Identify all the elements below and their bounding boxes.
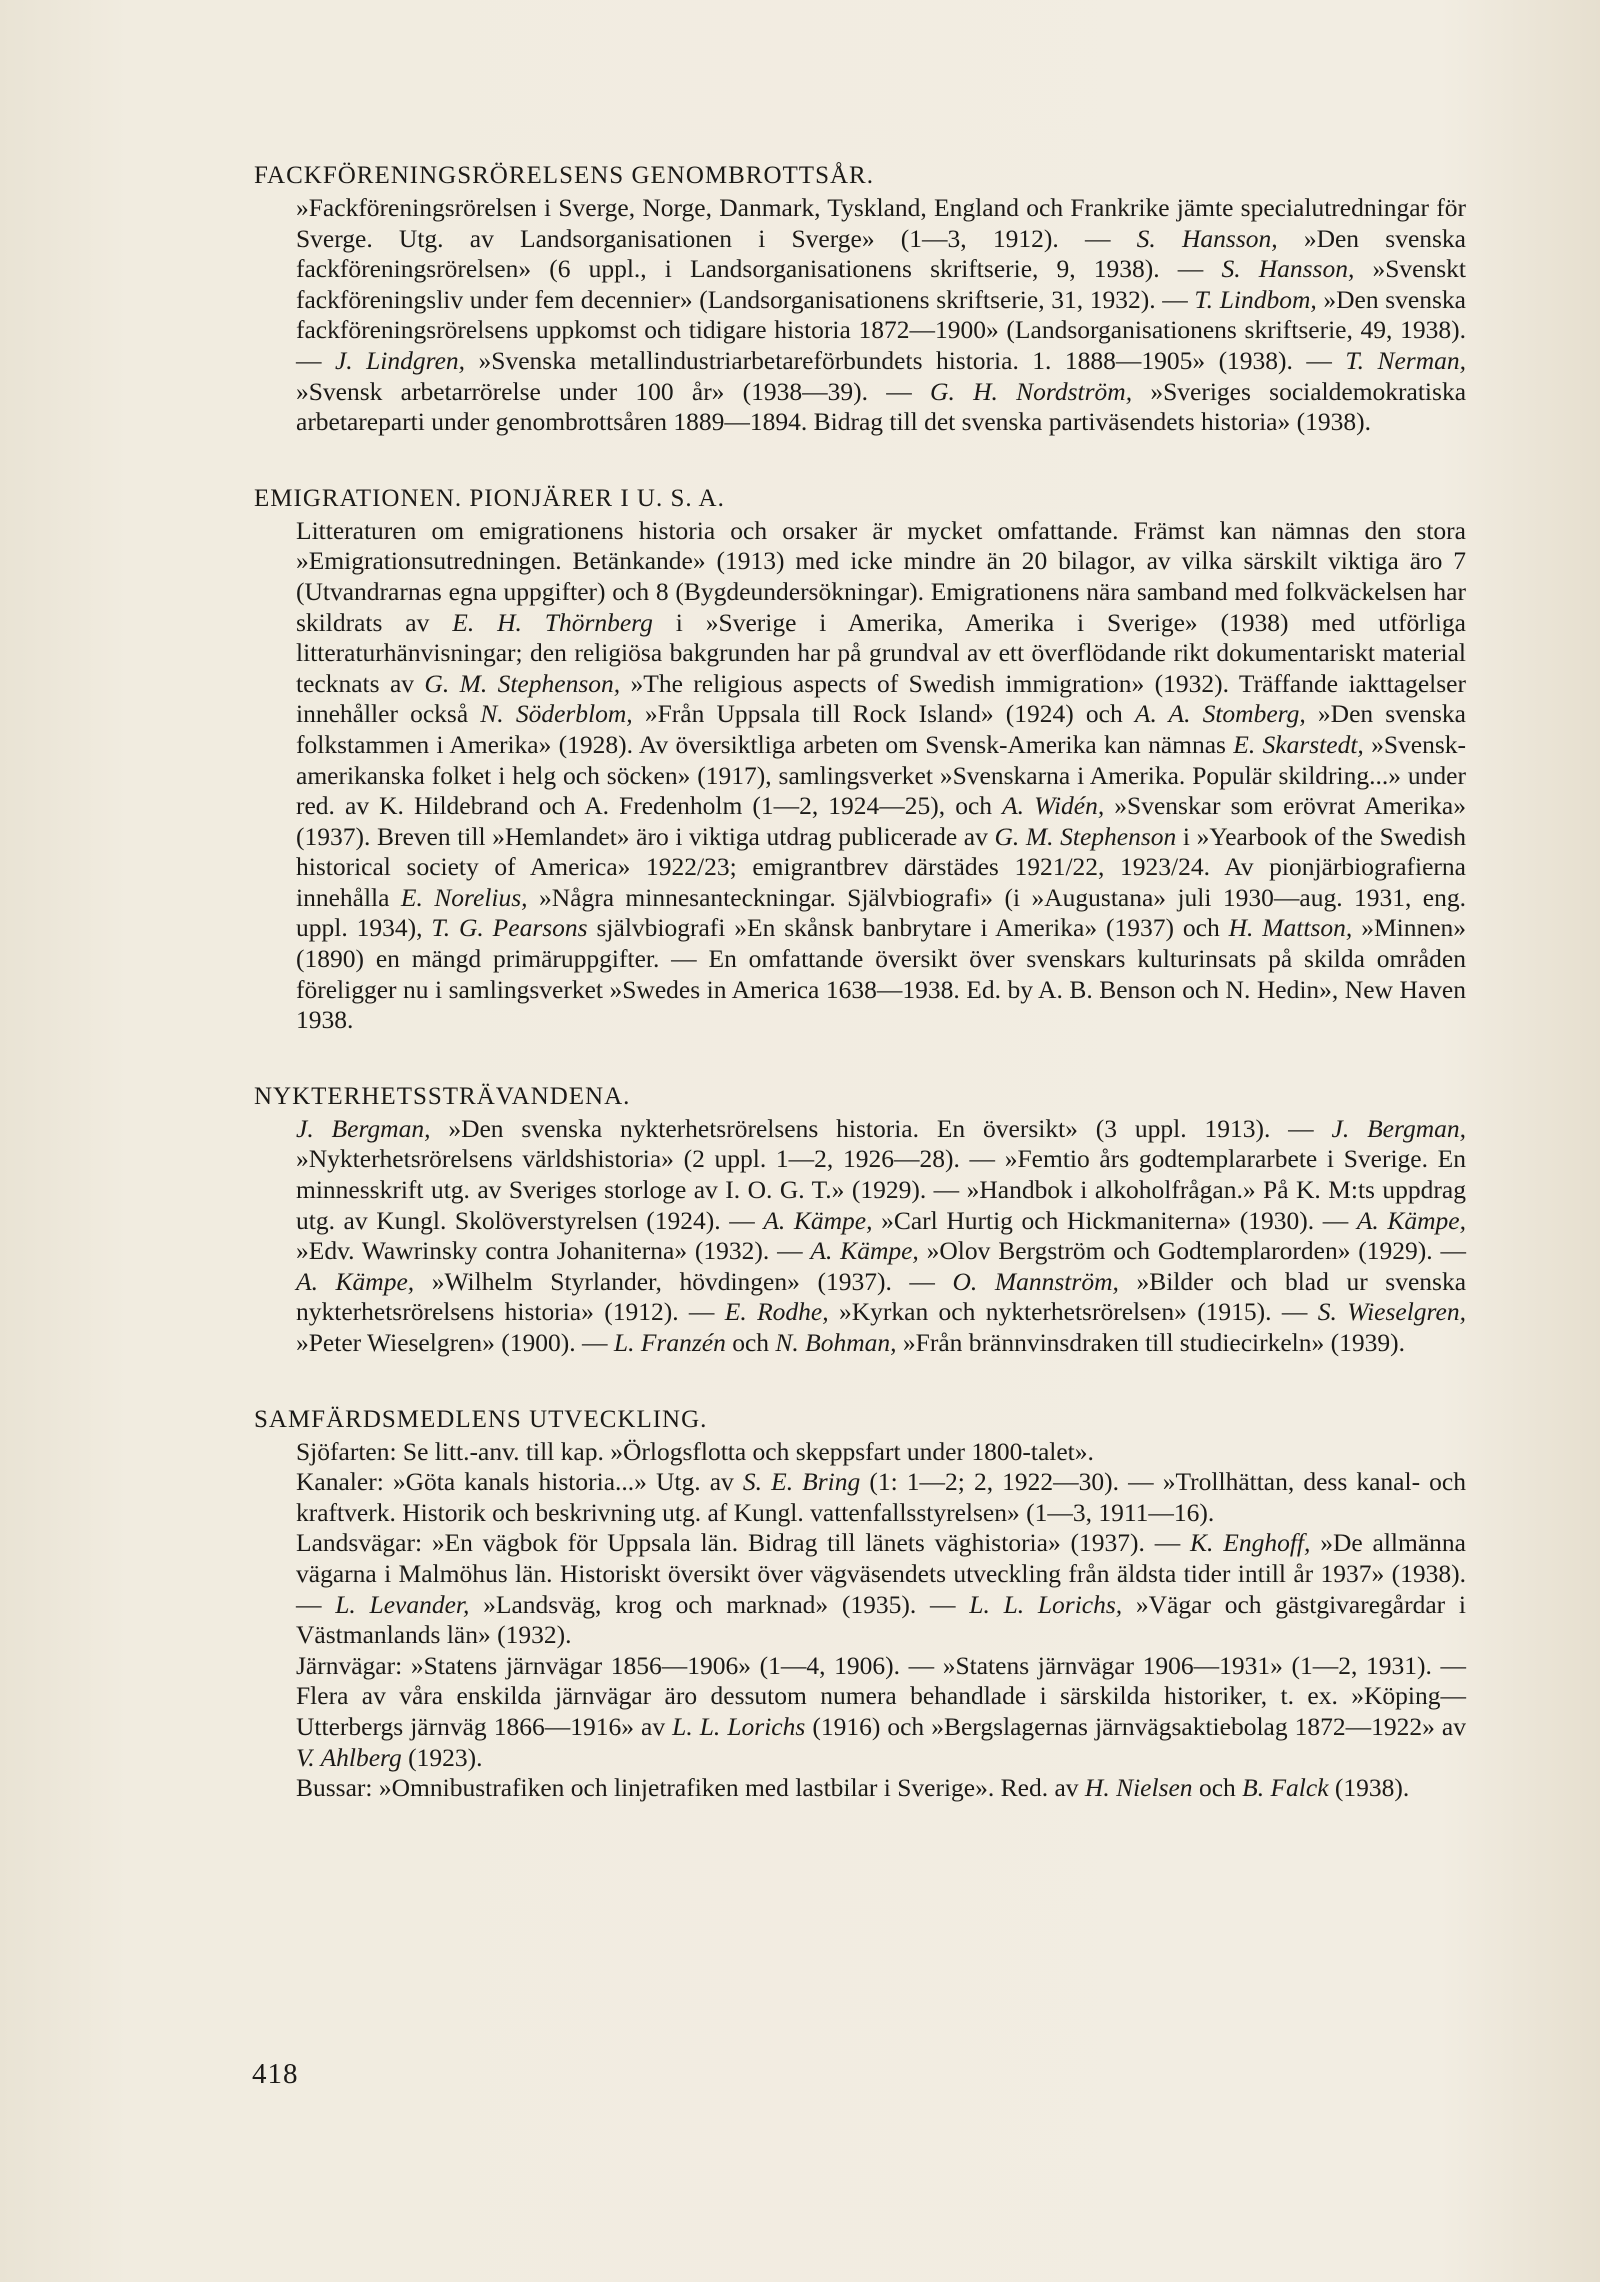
- text-run: »Landsväg, krog och marknad» (1935). —: [469, 1589, 970, 1619]
- author-name: J. Bergman,: [1331, 1113, 1466, 1143]
- section-heading: FACKFÖRENINGSRÖRELSENS GENOMBROTTSÅR.: [254, 162, 874, 189]
- author-name: V. Ahlberg: [296, 1742, 402, 1772]
- text-run: »Svenskt fackföreningsliv under fem decennier» (Landsorganisationens skriftserie, 31, 1932). —: [296, 254, 1467, 314]
- author-name: J. Lindgren,: [334, 345, 466, 375]
- author-name: J. Bergman,: [296, 1113, 431, 1143]
- author-name: E. Norelius,: [400, 882, 528, 912]
- text-run: Landsvägar: »En vägbok för Uppsala län. Bidrag till länets väghistoria» (1937). —: [296, 1528, 1191, 1558]
- section-paragraph: [296, 1114, 1466, 1359]
- text-run: »Några minnesanteckningar. Självbiografi» (i »Augustana» juli 1930—aug. 1931, eng. uppl. 1934),: [296, 882, 1466, 943]
- section-paragraph: [296, 516, 1466, 1036]
- text-run: och: [1192, 1773, 1243, 1803]
- text-run: i »Sverige i Amerika, Amerika i Sverige» (1938) med utförliga litteraturhänvisningar; den religiösa bakgrunden har på grundval av ett överflödande rikt dokumentariskt material tecknats av: [296, 607, 1466, 698]
- section-paragraph: [296, 193, 1466, 438]
- text-run: »De allmänna vägarna i Malmöhus län. Historiskt översikt över vägväsendets utveckling från äldsta tider intill år 1937» (1938). —: [296, 1528, 1466, 1619]
- section-heading: SAMFÄRDSMEDLENS UTVECKLING.: [254, 1405, 708, 1433]
- author-name: O. Mannström,: [952, 1266, 1119, 1296]
- text-run: »Vägar och gästgivaregårdar i Västmanlands län» (1932).: [296, 1589, 1466, 1650]
- text-run: (1: 1—2; 2, 1922—30). — »Trollhättan, dess kanal- och kraftverk. Historik och beskrivning utg. af Kungl. vattenfallsstyrelsen» (1—3, 1911—16).: [296, 1467, 1466, 1527]
- text-run: »Den svenska folkstammen i Amerika» (1928). Av översiktliga arbeten om Svensk-Amerika kan nämnas: [296, 699, 1467, 759]
- section-paragraph-sjofarten: [296, 1437, 1466, 1468]
- author-name: A. Widén,: [1002, 791, 1105, 821]
- page-number: 418: [252, 2058, 299, 2090]
- author-name: T. G. Pearsons: [431, 913, 588, 943]
- bibliography-column: [254, 160, 1466, 1849]
- text-run: »Svenskar som erövrat Amerika» (1937). Breven till »Hemlandet» äro i viktiga utdrag publicerade av: [296, 791, 1466, 851]
- author-name: G. H. Nordström,: [930, 376, 1133, 406]
- author-name: A. A. Stomberg,: [1134, 699, 1306, 729]
- author-name: N. Bohman,: [775, 1328, 897, 1357]
- author-name: L. Franzén: [613, 1328, 726, 1357]
- section-nykterhetsstravandena: [254, 1081, 1466, 1359]
- author-name: S. Hansson,: [1136, 223, 1278, 253]
- text-run: »Minnen» (1890) en mängd primäruppgifter. — En omfattande översikt över svenskars kulturinsats på skilda områden föreligger nu i samlingsverket »Swedes in America 1638—1938. Ed. by A. B. Benson och N. Hedin», New Haven 1938.: [296, 913, 1467, 1035]
- author-name: B. Falck: [1242, 1773, 1329, 1803]
- text-run: »Carl Hurtig och Hickmaniterna» (1930). —: [872, 1205, 1357, 1235]
- section-heading: NYKTERHETSSTRÄVANDENA.: [254, 1082, 631, 1110]
- section-emigrationen: [254, 483, 1466, 1036]
- author-name: H. Nielsen: [1084, 1773, 1193, 1803]
- author-name: E. Skarstedt,: [1233, 729, 1364, 759]
- text-run: »Den svenska fackföreningsrörelsens uppkomst och tidigare historia 1872—1900» (Landsorganisationens skriftserie, 49, 1938). —: [296, 284, 1466, 375]
- text-run: Bussar: »Omnibustrafiken och linjetrafiken med lastbilar i Sverige». Red. av: [296, 1773, 1085, 1803]
- author-name: G. M. Stephenson: [994, 821, 1177, 851]
- author-name: A. Kämpe,: [763, 1205, 873, 1235]
- text-run: självbiografi »En skånsk banbrytare i Amerika» (1937) och: [587, 913, 1229, 943]
- text-run: »Svensk-amerikanska folket i helg och söcken» (1917), samlingsverket »Svenskarna i Amerika. Populär skildring...» under red. av K. Hildebrand och A. Fredenholm (1—2, 1924—25), och: [296, 729, 1466, 821]
- author-name: A. Kämpe,: [1356, 1205, 1466, 1235]
- section-paragraph-kanaler: [296, 1467, 1466, 1528]
- text-run: »The religious aspects of Swedish immigration» (1932). Träffande iakttagelser innehåller också: [296, 668, 1466, 729]
- author-name: T. Nerman,: [1345, 345, 1467, 375]
- text-run: (1938).: [1328, 1773, 1410, 1803]
- text-run: Sjöfarten: Se litt.-anv. till kap. »Örlogsflotta och skeppsfart under 1800-talet».: [296, 1436, 1094, 1466]
- text-run: (1916) och »Bergslagernas järnvägsaktiebolag 1872—1922» av: [805, 1711, 1467, 1741]
- author-name: A. Kämpe,: [296, 1266, 415, 1296]
- author-name: E. H. Thörnberg: [452, 607, 653, 637]
- text-run: »Den svenska fackföreningsrörelsen» (6 uppl., i Landsorganisationens skriftserie, 9, 1938). —: [296, 223, 1466, 284]
- section-fackforeningsrorelsen: [254, 160, 1466, 438]
- section-paragraph-jarnvagar: [296, 1651, 1466, 1773]
- author-name: G. M. Stephenson,: [424, 668, 621, 698]
- text-run: »Från brännvinsdraken till studiecirkeln» (1939).: [896, 1328, 1405, 1357]
- author-name: S. Wieselgren,: [1317, 1297, 1466, 1327]
- author-name: L. L. Lorichs,: [969, 1589, 1123, 1619]
- text-run: »Fackföreningsrörelsen i Sverge, Norge, Danmark, Tyskland, England och Frankrike jämte specialutredningar för Sverge. Utg. av Landsorganisationen i Sverge» (1—3, 1912). —: [296, 193, 1466, 253]
- text-run: Litteraturen om emigrationens historia och orsaker är mycket omfattande. Främst kan nämnas den stora »Emigrationsutredningen. Betänkande» (1913) med icke mindre än 20 bilagor, av vilka särskilt viktiga äro 7 (Utvandrarnas egna uppgifter) och 8 (Bygdeundersökningar). Emigrationens nära samband med folkväckelsen har skildrats av: [296, 515, 1466, 637]
- author-name: H. Mattson,: [1228, 913, 1353, 943]
- text-run: i »Yearbook of the Swedish historical society of America» 1922/23; emigrantbrev därstädes 1921/22, 1923/24. Av pionjärbiografierna innehålla: [296, 821, 1466, 912]
- text-run: »Edv. Wawrinsky contra Johaniterna» (1932). —: [296, 1236, 811, 1266]
- text-run: (1923).: [401, 1742, 483, 1772]
- author-name: L. L. Lorichs: [672, 1711, 806, 1741]
- text-run: »Svensk arbetarrörelse under 100 år» (1938—39). —: [296, 376, 931, 406]
- author-name: L. Levander,: [335, 1589, 470, 1619]
- text-run: »Peter Wieselgren» (1900). —: [296, 1328, 614, 1357]
- text-run: »Kyrkan och nykterhetsrörelsen» (1915). —: [828, 1297, 1318, 1327]
- author-name: N. Söderblom,: [480, 699, 633, 729]
- author-name: K. Enghoff,: [1190, 1528, 1311, 1558]
- author-name: T. Lindbom,: [1194, 284, 1317, 314]
- text-run: »Sveriges socialdemokratiska arbetareparti under genombrottsåren 1889—1894. Bidrag till det svenska partiväsendets historia» (1938).: [296, 376, 1467, 437]
- text-run: Järnvägar: »Statens järnvägar 1856—1906» (1—4, 1906). — »Statens järnvägar 1906—1931» (1—2, 1931). — Flera av våra enskilda järnvägar äro dessutom numera behandlade i särskilda historiker, t. ex. »Köping—Utterbergs järnväg 1866—1916» av: [296, 1650, 1466, 1741]
- author-name: A. Kämpe,: [810, 1236, 919, 1266]
- text-run: »Bilder och blad ur svenska nykterhetsrörelsens historia» (1912). —: [296, 1266, 1467, 1327]
- text-run: »Nykterhetsrörelsens världshistoria» (2 uppl. 1—2, 1926—28). — »Femtio års godtemplararbete i Sverige. En minnesskrift utg. av Sveriges storloge av I. O. G. T.» (1929). — »Handbok i alkoholfrågan.» På K. M:ts uppdrag utg. av Kungl. Skolöverstyrelsen (1924). —: [296, 1144, 1466, 1235]
- section-samfardsmedlen: [254, 1404, 1466, 1804]
- author-name: S. Hansson,: [1221, 254, 1355, 284]
- text-run: och: [725, 1328, 776, 1357]
- author-name: S. E. Bring: [742, 1467, 861, 1497]
- text-run: »Svenska metallindustriarbetareförbundets historia. 1. 1888—1905» (1938). —: [465, 345, 1346, 375]
- author-name: E. Rodhe,: [724, 1297, 829, 1327]
- text-run: »Från Uppsala till Rock Island» (1924) och: [632, 699, 1135, 729]
- text-run: Kanaler: »Göta kanals historia...» Utg. av: [296, 1467, 743, 1497]
- text-run: »Olov Bergström och Godtemplarorden» (1929). —: [918, 1236, 1466, 1266]
- text-run: »Den svenska nykterhetsrörelsens historia. En översikt» (3 uppl. 1913). —: [430, 1113, 1332, 1143]
- section-paragraph-landsvagar: [296, 1528, 1466, 1650]
- text-run: »Wilhelm Styrlander, hövdingen» (1937). —: [414, 1266, 953, 1296]
- section-paragraph-bussar: [296, 1773, 1466, 1804]
- section-heading: EMIGRATIONEN. PIONJÄRER I U. S. A.: [254, 484, 725, 512]
